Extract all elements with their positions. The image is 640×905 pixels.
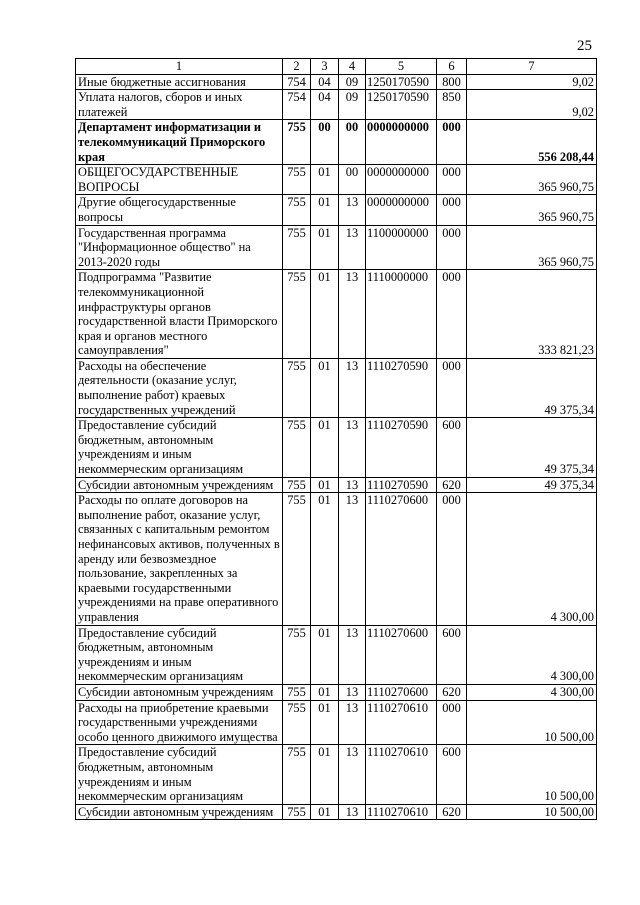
admin-code: 754 bbox=[283, 90, 311, 120]
expense-type: 600 bbox=[437, 745, 467, 804]
expense-type: 000 bbox=[437, 195, 467, 225]
section-code: 01 bbox=[311, 225, 339, 270]
header-col-7: 7 bbox=[467, 59, 597, 75]
target-article: 1250170590 bbox=[366, 74, 437, 90]
table-row bbox=[76, 165, 597, 195]
amount: 365 960,75 bbox=[467, 195, 597, 225]
header-col-3: 3 bbox=[311, 59, 339, 75]
expense-type: 000 bbox=[437, 165, 467, 195]
amount: 9,02 bbox=[467, 90, 597, 120]
table-row bbox=[76, 625, 597, 684]
expense-type: 000 bbox=[437, 493, 467, 625]
expense-type: 000 bbox=[437, 270, 467, 359]
target-article: 0000000000 bbox=[366, 120, 437, 165]
section-code: 01 bbox=[311, 358, 339, 417]
amount: 365 960,75 bbox=[467, 225, 597, 270]
amount: 10 500,00 bbox=[467, 700, 597, 745]
admin-code: 755 bbox=[283, 195, 311, 225]
amount: 4 300,00 bbox=[467, 625, 597, 684]
row-name: Субсидии автономным учреждениям bbox=[76, 477, 283, 493]
table-row bbox=[76, 493, 597, 625]
target-article: 1100000000 bbox=[366, 225, 437, 270]
row-name: Расходы на приобретение краевыми государственными учреждениями особо ценного движимого имущества bbox=[76, 700, 283, 745]
target-article: 0000000000 bbox=[366, 165, 437, 195]
target-article: 1110270600 bbox=[366, 493, 437, 625]
expense-type: 000 bbox=[437, 700, 467, 745]
subsection-code: 00 bbox=[339, 165, 366, 195]
header-col-1: 1 bbox=[76, 59, 283, 75]
admin-code: 755 bbox=[283, 700, 311, 745]
table-row bbox=[76, 804, 597, 820]
subsection-code: 00 bbox=[339, 120, 366, 165]
table-row bbox=[76, 90, 597, 120]
section-code: 01 bbox=[311, 700, 339, 745]
admin-code: 755 bbox=[283, 270, 311, 359]
row-name: Уплата налогов, сборов и иных платежей bbox=[76, 90, 283, 120]
expense-type: 850 bbox=[437, 90, 467, 120]
amount: 4 300,00 bbox=[467, 684, 597, 700]
target-article: 1110270610 bbox=[366, 700, 437, 745]
section-code: 01 bbox=[311, 745, 339, 804]
subsection-code: 13 bbox=[339, 700, 366, 745]
amount: 4 300,00 bbox=[467, 493, 597, 625]
section-code: 01 bbox=[311, 195, 339, 225]
subsection-code: 13 bbox=[339, 477, 366, 493]
table-row bbox=[76, 74, 597, 90]
subsection-code: 13 bbox=[339, 270, 366, 359]
row-name: Расходы на обеспечение деятельности (оказание услуг, выполнение работ) краевых государственных учреждений bbox=[76, 358, 283, 417]
amount: 9,02 bbox=[467, 74, 597, 90]
admin-code: 755 bbox=[283, 225, 311, 270]
subsection-code: 13 bbox=[339, 745, 366, 804]
row-name: Подпрограмма "Развитие телекоммуникационной инфраструктуры органов государственной власти Приморского края и органов местного самоуправления" bbox=[76, 270, 283, 359]
row-name: ОБЩЕГОСУДАРСТВЕННЫЕ ВОПРОСЫ bbox=[76, 165, 283, 195]
expense-type: 000 bbox=[437, 225, 467, 270]
amount: 556 208,44 bbox=[467, 120, 597, 165]
admin-code: 755 bbox=[283, 745, 311, 804]
target-article: 1250170590 bbox=[366, 90, 437, 120]
target-article: 1110270590 bbox=[366, 418, 437, 477]
target-article: 1110270610 bbox=[366, 804, 437, 820]
target-article: 1110270600 bbox=[366, 625, 437, 684]
subsection-code: 09 bbox=[339, 74, 366, 90]
subsection-code: 13 bbox=[339, 195, 366, 225]
target-article: 1110270590 bbox=[366, 358, 437, 417]
expense-type: 000 bbox=[437, 120, 467, 165]
admin-code: 755 bbox=[283, 165, 311, 195]
admin-code: 755 bbox=[283, 358, 311, 417]
subsection-code: 13 bbox=[339, 804, 366, 820]
budget-table-body bbox=[76, 59, 597, 820]
amount: 10 500,00 bbox=[467, 745, 597, 804]
admin-code: 755 bbox=[283, 418, 311, 477]
expense-type: 620 bbox=[437, 477, 467, 493]
expense-type: 600 bbox=[437, 418, 467, 477]
target-article: 1110270600 bbox=[366, 684, 437, 700]
section-code: 04 bbox=[311, 90, 339, 120]
row-name: Субсидии автономным учреждениям bbox=[76, 804, 283, 820]
table-row bbox=[76, 477, 597, 493]
row-name: Департамент информатизации и телекоммуникаций Приморского края bbox=[76, 120, 283, 165]
table-row bbox=[76, 195, 597, 225]
row-name: Предоставление субсидий бюджетным, автономным учреждениям и иным некоммерческим организациям bbox=[76, 418, 283, 477]
admin-code: 755 bbox=[283, 625, 311, 684]
table-row bbox=[76, 120, 597, 165]
table-row bbox=[76, 745, 597, 804]
admin-code: 755 bbox=[283, 477, 311, 493]
header-row bbox=[76, 59, 597, 75]
table-row bbox=[76, 358, 597, 417]
subsection-code: 13 bbox=[339, 418, 366, 477]
amount: 333 821,23 bbox=[467, 270, 597, 359]
row-name: Предоставление субсидий бюджетным, автономным учреждениям и иным некоммерческим организациям bbox=[76, 745, 283, 804]
section-code: 01 bbox=[311, 804, 339, 820]
amount: 49 375,34 bbox=[467, 418, 597, 477]
header-col-2: 2 bbox=[283, 59, 311, 75]
admin-code: 755 bbox=[283, 120, 311, 165]
table-row bbox=[76, 418, 597, 477]
target-article: 1110000000 bbox=[366, 270, 437, 359]
section-code: 01 bbox=[311, 493, 339, 625]
expense-type: 620 bbox=[437, 804, 467, 820]
admin-code: 755 bbox=[283, 684, 311, 700]
expense-type: 600 bbox=[437, 625, 467, 684]
row-name: Иные бюджетные ассигнования bbox=[76, 74, 283, 90]
page-number: 25 bbox=[577, 38, 592, 54]
section-code: 01 bbox=[311, 477, 339, 493]
budget-table bbox=[75, 58, 597, 820]
expense-type: 620 bbox=[437, 684, 467, 700]
table-row bbox=[76, 225, 597, 270]
subsection-code: 13 bbox=[339, 358, 366, 417]
admin-code: 755 bbox=[283, 804, 311, 820]
admin-code: 754 bbox=[283, 74, 311, 90]
header-col-4: 4 bbox=[339, 59, 366, 75]
subsection-code: 13 bbox=[339, 493, 366, 625]
section-code: 01 bbox=[311, 684, 339, 700]
header-col-5: 5 bbox=[366, 59, 437, 75]
amount: 10 500,00 bbox=[467, 804, 597, 820]
section-code: 00 bbox=[311, 120, 339, 165]
section-code: 04 bbox=[311, 74, 339, 90]
subsection-code: 13 bbox=[339, 625, 366, 684]
row-name: Расходы по оплате договоров на выполнение работ, оказание услуг, связанных с капитальным ремонтом нефинансовых активов, полученных в аренду или безвозмездное пользование, закрепленных за краевыми государственными учреждениями на праве оперативного управления bbox=[76, 493, 283, 625]
section-code: 01 bbox=[311, 165, 339, 195]
row-name: Предоставление субсидий бюджетным, автономным учреждениям и иным некоммерческим организациям bbox=[76, 625, 283, 684]
section-code: 01 bbox=[311, 418, 339, 477]
amount: 365 960,75 bbox=[467, 165, 597, 195]
expense-type: 000 bbox=[437, 358, 467, 417]
amount: 49 375,34 bbox=[467, 477, 597, 493]
table-row bbox=[76, 270, 597, 359]
expense-type: 800 bbox=[437, 74, 467, 90]
section-code: 01 bbox=[311, 270, 339, 359]
admin-code: 755 bbox=[283, 493, 311, 625]
target-article: 1110270590 bbox=[366, 477, 437, 493]
table-row bbox=[76, 684, 597, 700]
table-row bbox=[76, 700, 597, 745]
section-code: 01 bbox=[311, 625, 339, 684]
target-article: 1110270610 bbox=[366, 745, 437, 804]
header-col-6: 6 bbox=[437, 59, 467, 75]
subsection-code: 13 bbox=[339, 225, 366, 270]
target-article: 0000000000 bbox=[366, 195, 437, 225]
subsection-code: 13 bbox=[339, 684, 366, 700]
amount: 49 375,34 bbox=[467, 358, 597, 417]
row-name: Субсидии автономным учреждениям bbox=[76, 684, 283, 700]
row-name: Государственная программа "Информационное общество" на 2013-2020 годы bbox=[76, 225, 283, 270]
subsection-code: 09 bbox=[339, 90, 366, 120]
row-name: Другие общегосударственные вопросы bbox=[76, 195, 283, 225]
